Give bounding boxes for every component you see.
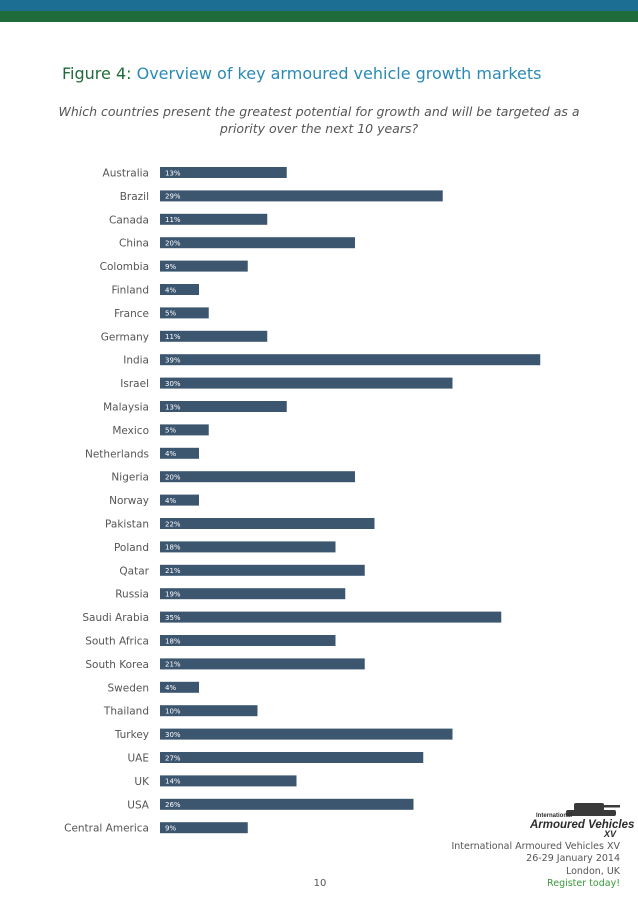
category-label-poland: Poland: [113, 541, 149, 554]
bar-south-africa: [160, 635, 336, 646]
value-label-malaysia: 13%: [165, 403, 181, 412]
category-label-mexico: Mexico: [112, 424, 149, 437]
value-label-netherlands: 4%: [165, 450, 177, 459]
bar-china: [160, 237, 355, 248]
category-label-central-america: Central America: [64, 822, 149, 835]
category-label-canada: Canada: [109, 214, 149, 227]
category-label-malaysia: Malaysia: [103, 401, 149, 414]
event-location: London, UK: [565, 865, 620, 877]
value-label-mexico: 5%: [165, 426, 177, 435]
figure-question: Which countries present the greatest potential for growth and will be targeted as a priority over the next 10 years?: [58, 104, 580, 136]
category-label-usa: USA: [127, 799, 149, 812]
category-label-norway: Norway: [109, 495, 149, 508]
category-label-india: India: [123, 354, 149, 367]
category-label-turkey: Turkey: [114, 729, 149, 742]
event-dates: 26-29 January 2014: [526, 853, 620, 865]
category-label-israel: Israel: [120, 378, 149, 391]
bar-turkey: [160, 729, 453, 740]
category-label-nigeria: Nigeria: [111, 471, 149, 484]
value-label-sweden: 4%: [165, 684, 177, 693]
logo-text-edition: XV: [604, 829, 617, 839]
category-label-uk: UK: [134, 775, 149, 788]
value-label-germany: 11%: [165, 333, 181, 342]
bar-nigeria: [160, 471, 355, 482]
category-label-finland: Finland: [111, 284, 149, 297]
event-logo: [526, 801, 635, 839]
category-label-france: France: [114, 307, 149, 320]
bar-usa: [160, 799, 414, 810]
value-label-australia: 13%: [165, 169, 181, 178]
value-label-qatar: 21%: [165, 567, 181, 576]
bar-south-korea: [160, 658, 365, 669]
bar-india: [160, 354, 540, 365]
event-info: [451, 841, 620, 891]
bar-israel: [160, 378, 453, 389]
category-label-china: China: [119, 237, 149, 250]
category-label-saudi-arabia: Saudi Arabia: [82, 612, 149, 625]
figure-title-lead: Figure 4:: [62, 64, 132, 83]
logo-text-main: Armoured Vehicles: [530, 819, 635, 831]
bar-russia: [160, 588, 345, 599]
value-label-nigeria: 20%: [165, 473, 181, 482]
value-label-usa: 26%: [165, 801, 181, 810]
value-label-india: 39%: [165, 356, 181, 365]
category-label-germany: Germany: [100, 331, 149, 344]
value-label-saudi-arabia: 35%: [165, 613, 181, 622]
bar-pakistan: [160, 518, 375, 529]
value-label-canada: 11%: [165, 216, 181, 225]
value-label-brazil: 29%: [165, 192, 181, 201]
value-label-turkey: 30%: [165, 730, 181, 739]
value-label-norway: 4%: [165, 496, 177, 505]
category-label-south-korea: South Korea: [85, 658, 149, 671]
category-label-netherlands: Netherlands: [84, 448, 149, 461]
value-label-china: 20%: [165, 239, 181, 248]
figure-title-text: Overview of key armoured vehicle growth markets: [136, 64, 542, 83]
category-label-sweden: Sweden: [107, 682, 149, 695]
value-label-pakistan: 22%: [165, 520, 181, 529]
event-name: International Armoured Vehicles XV: [451, 841, 620, 852]
value-label-france: 5%: [165, 309, 177, 318]
category-label-qatar: Qatar: [119, 565, 149, 578]
category-label-colombia: Colombia: [99, 261, 149, 274]
value-label-colombia: 9%: [165, 262, 177, 271]
category-label-australia: Australia: [102, 167, 149, 180]
bar-poland: [160, 541, 336, 552]
category-label-thailand: Thailand: [103, 705, 149, 718]
logo-text-top: International: [536, 813, 573, 819]
value-label-russia: 19%: [165, 590, 181, 599]
value-label-poland: 18%: [165, 543, 181, 552]
category-label-south-africa: South Africa: [85, 635, 149, 648]
category-label-brazil: Brazil: [119, 190, 149, 203]
value-label-central-america: 9%: [165, 824, 177, 833]
tank-silhouette-icon: [566, 803, 620, 816]
value-label-south-korea: 21%: [165, 660, 181, 669]
category-label-russia: Russia: [115, 588, 149, 601]
category-label-pakistan: Pakistan: [105, 518, 149, 531]
bar-uae: [160, 752, 423, 763]
bar-qatar: [160, 565, 365, 576]
value-label-south-africa: 18%: [165, 637, 181, 646]
value-label-uae: 27%: [165, 754, 181, 763]
bar-saudi-arabia: [160, 612, 501, 623]
value-label-israel: 30%: [165, 379, 181, 388]
category-label-uae: UAE: [127, 752, 149, 765]
bar-brazil: [160, 190, 443, 201]
page-number: 10: [313, 878, 327, 889]
value-label-thailand: 10%: [165, 707, 181, 716]
value-label-finland: 4%: [165, 286, 177, 295]
register-link[interactable]: Register today!: [547, 878, 620, 890]
value-label-uk: 14%: [165, 777, 181, 786]
